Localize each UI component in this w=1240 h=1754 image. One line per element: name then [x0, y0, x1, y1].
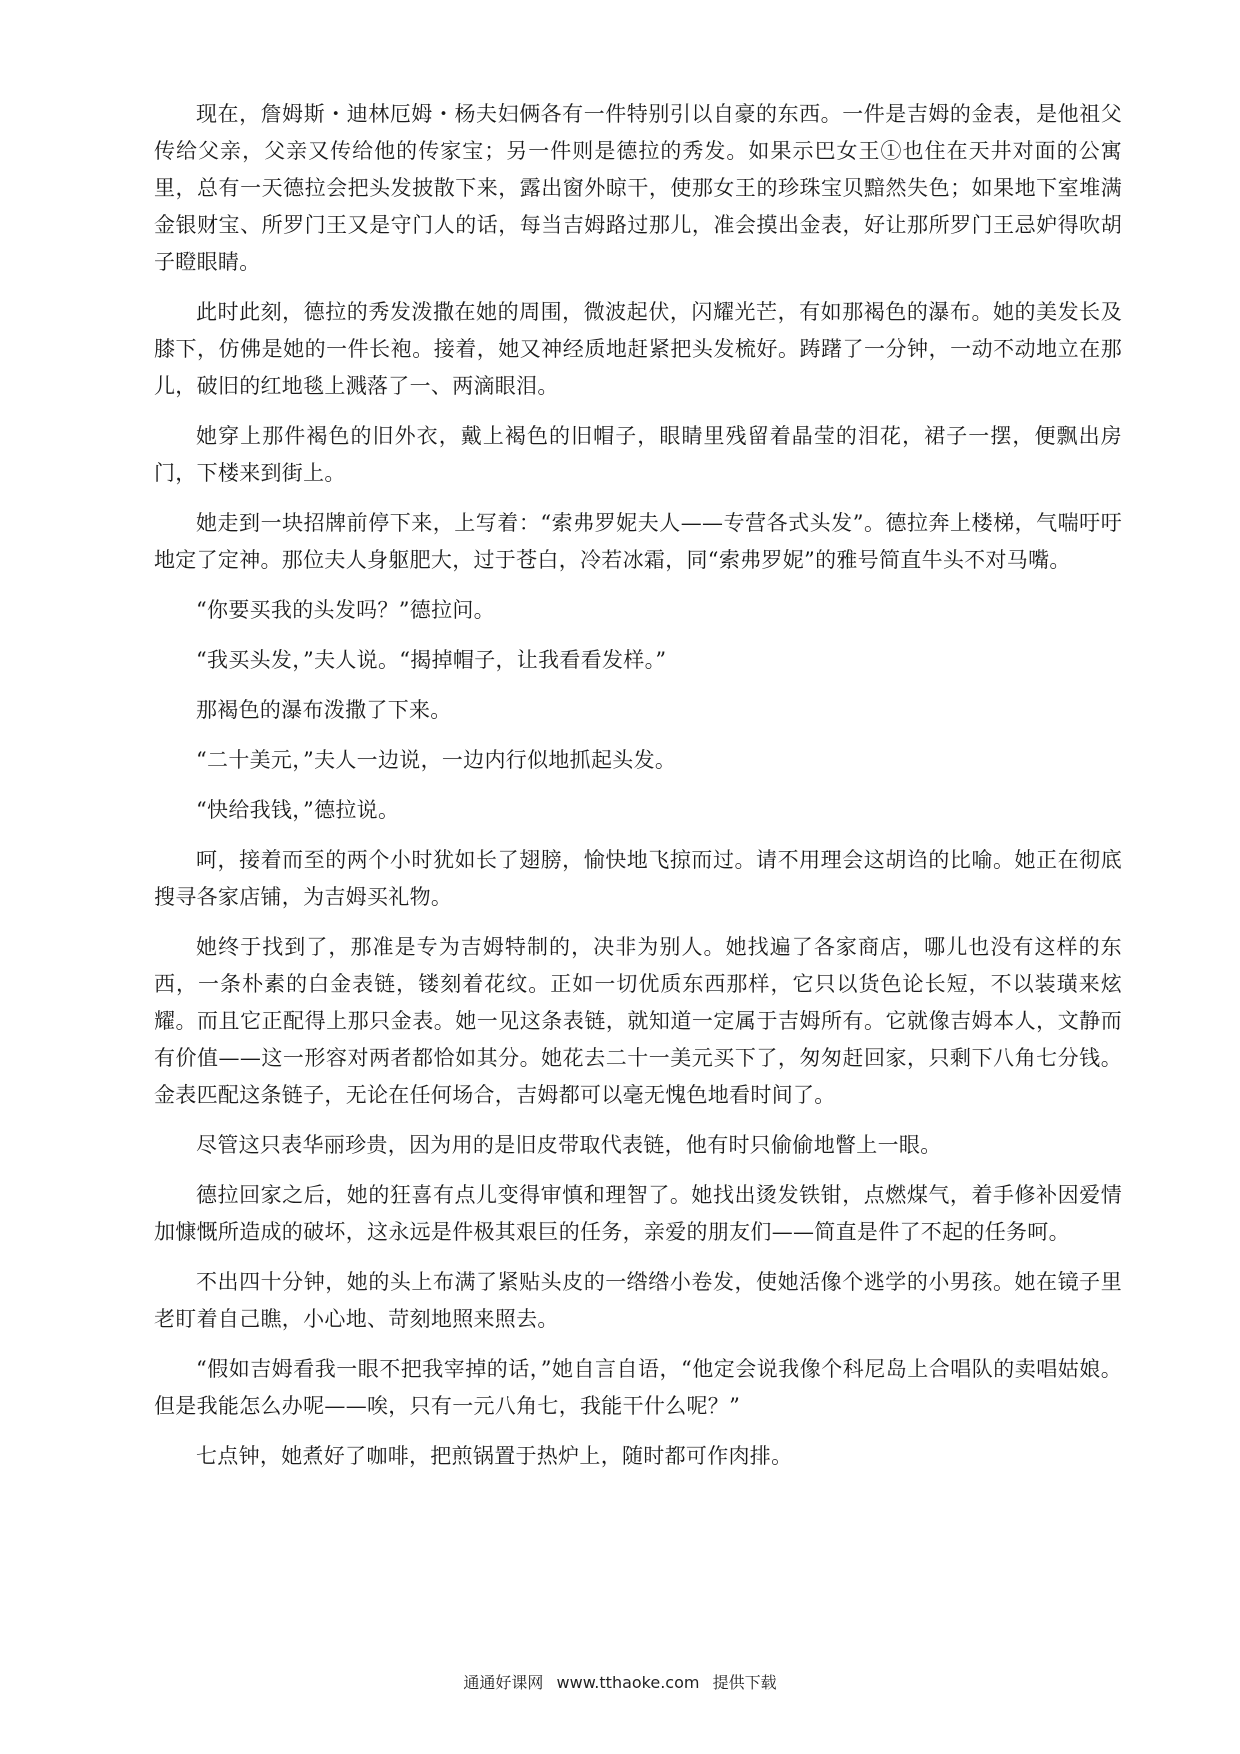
paragraph: “我买头发，”夫人说。“揭掉帽子，让我看看发样。” [196, 648, 667, 672]
paragraph: 现在，詹姆斯・迪林厄姆・杨夫妇俩各有一件特别引以自豪的东西。一件是吉姆的金表，是他祖父传给父亲，父亲又传给他的传家宝；另一件则是德拉的秀发。如果示巴女王①也住在天井对面的公寓里，总有一天德拉会把头发披散下来，露出窗外晾干，使那女王的珍珠宝贝黯然失色；如果地下室堆满金银财宝、所罗门王又是守门人的话，每当吉姆路过那儿，准会摸出金表，好让那所罗门王忌妒得吹胡子瞪眼睛。 [154, 102, 1122, 274]
paragraph: “二十美元，”夫人一边说，一边内行似地抓起头发。 [196, 748, 677, 772]
paragraph: “你要买我的头发吗？”德拉问。 [196, 598, 495, 622]
paragraph: 不出四十分钟，她的头上布满了紧贴头皮的一绺绺小卷发，使她活像个逃学的小男孩。她在镜子里老盯着自己瞧，小心地、苛刻地照来照去。 [154, 1270, 1122, 1331]
document-body [154, 96, 1122, 1488]
paragraph: 七点钟，她煮好了咖啡，把煎锅置于热炉上，随时都可作肉排。 [196, 1444, 793, 1468]
paragraph: 尽管这只表华丽珍贵，因为用的是旧皮带取代表链，他有时只偷偷地瞥上一眼。 [196, 1133, 942, 1157]
paragraph: “假如吉姆看我一眼不把我宰掉的话，”她自言自语，“他定会说我像个科尼岛上合唱队的卖唱姑娘。但是我能怎么办呢——唉，只有一元八角七，我能干什么呢？” [154, 1357, 1122, 1418]
footer-site-name: 通通好课网 [463, 1673, 544, 1692]
paragraph: 德拉回家之后，她的狂喜有点儿变得审慎和理智了。她找出烫发铁钳，点燃煤气，着手修补因爱情加慷慨所造成的破坏，这永远是件极其艰巨的任务，亲爱的朋友们——简直是件了不起的任务呵。 [154, 1183, 1122, 1244]
paragraph: 呵，接着而至的两个小时犹如长了翅膀，愉快地飞掠而过。请不用理会这胡诌的比喻。她正在彻底搜寻各家店铺，为吉姆买礼物。 [154, 848, 1122, 909]
paragraph: “快给我钱，”德拉说。 [196, 798, 400, 822]
paragraph: 那褐色的瀑布泼撒了下来。 [196, 698, 452, 722]
paragraph: 她终于找到了，那准是专为吉姆特制的，决非为别人。她找遍了各家商店，哪儿也没有这样的东西，一条朴素的白金表链，镂刻着花纹。正如一切优质东西那样，它只以货色论长短，不以装璜来炫耀。而且它正配得上那只金表。她一见这条表链，就知道一定属于吉姆所有。它就像吉姆本人，文静而有价值——这一形容对两者都恰如其分。她花去二十一美元买下了，匆匆赶回家，只剩下八角七分钱。金表匹配这条链子，无论在任何场合，吉姆都可以毫无愧色地看时间了。 [154, 935, 1122, 1107]
paragraph: 此时此刻，德拉的秀发泼撒在她的周围，微波起伏，闪耀光芒，有如那褐色的瀑布。她的美发长及膝下，仿佛是她的一件长袍。接着，她又神经质地赶紧把头发梳好。踌躇了一分钟，一动不动地立在那儿，破旧的红地毯上溅落了一、两滴眼泪。 [154, 300, 1122, 398]
paragraph: 她穿上那件褐色的旧外衣，戴上褐色的旧帽子，眼睛里残留着晶莹的泪花，裙子一摆，便飘出房门，下楼来到街上。 [154, 424, 1122, 485]
paragraph: 她走到一块招牌前停下来，上写着：“索弗罗妮夫人——专营各式头发”。德拉奔上楼梯，气喘吁吁地定了定神。那位夫人身躯肥大，过于苍白，冷若冰霜，同“索弗罗妮”的雅号简直牛头不对马嘴。 [154, 511, 1122, 572]
page-footer [0, 1670, 1240, 1693]
footer-suffix: 提供下载 [712, 1673, 777, 1692]
footer-url: www.tthaoke.com [556, 1673, 700, 1692]
